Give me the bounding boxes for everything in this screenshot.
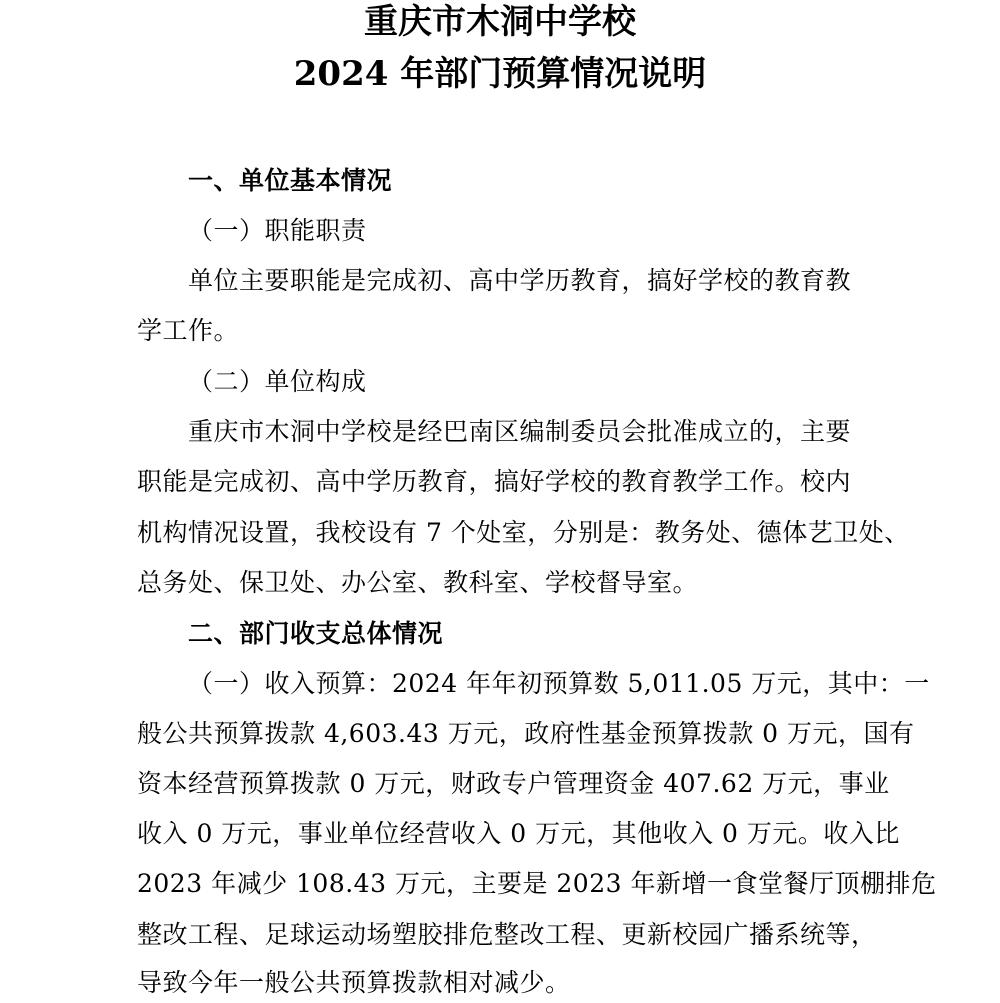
section1-sub1-heading: （一）职能职责 [188,216,367,245]
paragraph-line: 资本经营预算拨款 0 万元，财政专户管理资金 407.62 万元，事业 [137,769,890,798]
paragraph-line: 职能是完成初、高中学历教育，搞好学校的教育教学工作。校内 [137,467,852,496]
paragraph-line: 般公共预算拨款 4,603.43 万元，政府性基金预算拨款 0 万元，国有 [137,719,915,748]
paragraph-line: 学工作。 [137,316,240,345]
paragraph-line: 导致今年一般公共预算拨款相对减少。 [137,968,571,997]
section1-heading: 一、单位基本情况 [188,166,393,195]
paragraph-line: 机构情况设置，我校设有 7 个处室，分别是：教务处、德体艺卫处、 [137,518,910,547]
paragraph-line: （一）收入预算：2024 年年初预算数 5,011.05 万元，其中：一 [188,669,930,698]
paragraph-line: 重庆市木洞中学校是经巴南区编制委员会批准成立的，主要 [188,417,852,446]
document-title-line2: 2024 年部门预算情况说明 [293,54,707,94]
document-title-line1: 重庆市木洞中学校 [364,2,636,42]
paragraph-line: 整改工程、足球运动场塑胶排危整改工程、更新校园广播系统等， [137,920,877,949]
paragraph-line: 2023 年减少 108.43 万元，主要是 2023 年新增一食堂餐厅顶棚排危 [137,869,937,898]
paragraph-line: 收入 0 万元，事业单位经营收入 0 万元，其他收入 0 万元。收入比 [137,819,900,848]
paragraph-line: 单位主要职能是完成初、高中学历教育，搞好学校的教育教 [188,266,852,295]
section2-heading: 二、部门收支总体情况 [188,619,444,648]
paragraph-line: 总务处、保卫处、办公室、教科室、学校督导室。 [137,568,699,597]
section1-sub2-heading: （二）单位构成 [188,367,367,396]
